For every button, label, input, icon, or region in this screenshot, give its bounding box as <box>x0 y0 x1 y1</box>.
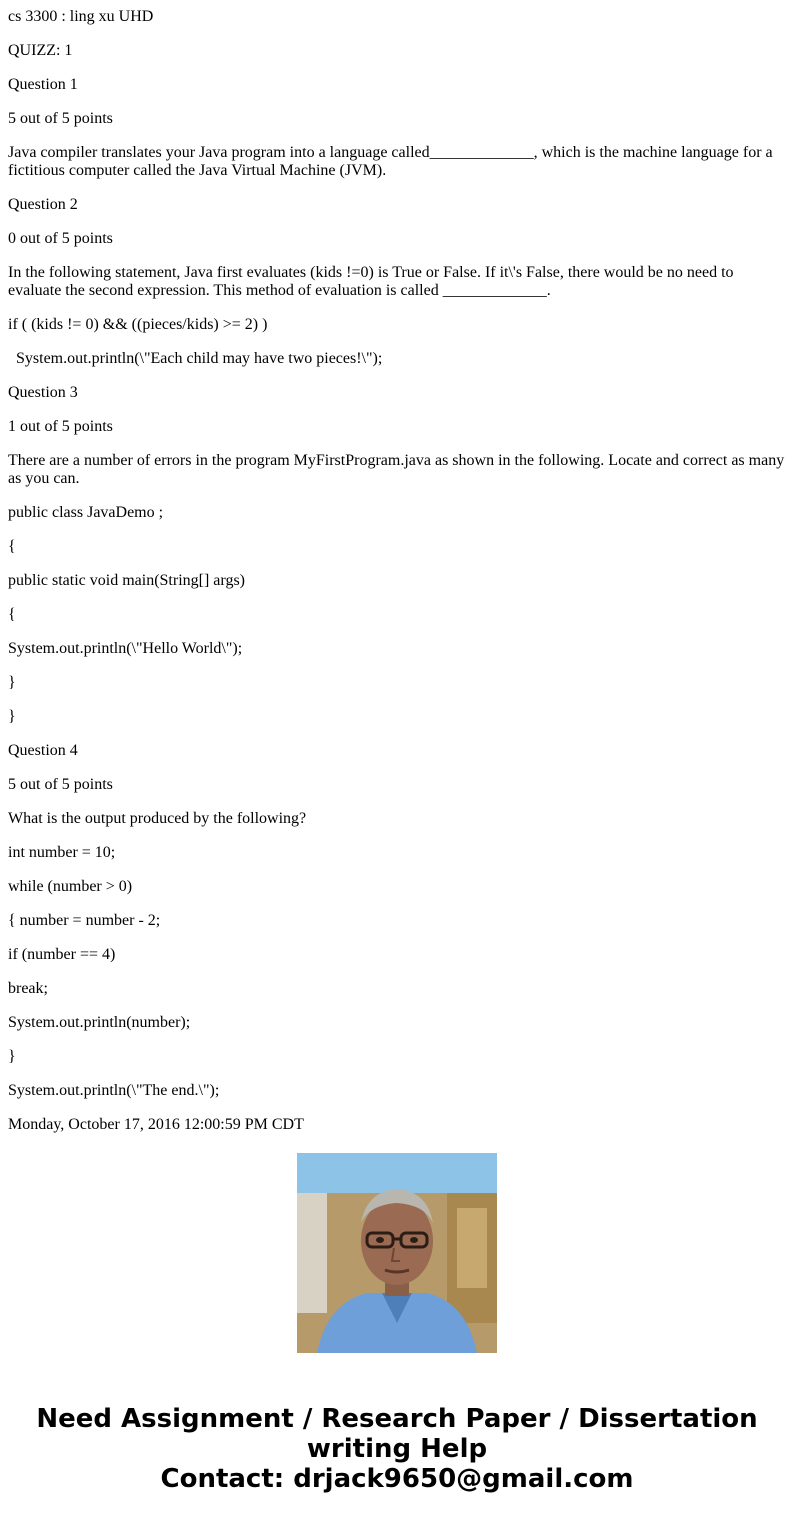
document-paragraph: { <box>8 538 16 555</box>
document-paragraph: public static void main(String[] args) <box>8 572 245 589</box>
document-paragraph: public class JavaDemo ; <box>8 504 164 521</box>
document-paragraph: if ( (kids != 0) && ((pieces/kids) >= 2) ) <box>8 316 268 333</box>
document-paragraph: System.out.println(\"Each child may have two pieces!\"); <box>8 350 383 367</box>
quiz-document <box>8 0 789 1133</box>
document-paragraph: 0 out of 5 points <box>8 230 113 247</box>
document-paragraph: In the following statement, Java first evaluates (kids !=0) is True or False. If it\'s False, there would be no need to evaluate the second expression. This method of evaluation is called _____________. <box>8 264 738 299</box>
document-paragraph: } <box>8 1048 16 1065</box>
document-paragraph: int number = 10; <box>8 844 116 861</box>
document-paragraph: break; <box>8 980 48 997</box>
document-paragraph: { number = number - 2; <box>8 912 161 929</box>
document-paragraph: Question 3 <box>8 384 78 401</box>
document-paragraph: if (number == 4) <box>8 946 116 963</box>
document-paragraph: System.out.println(\"The end.\"); <box>8 1082 220 1099</box>
document-paragraph: System.out.println(number); <box>8 1014 191 1031</box>
document-paragraph: while (number > 0) <box>8 878 133 895</box>
document-paragraph: cs 3300 : ling xu UHD <box>8 8 154 25</box>
document-paragraph: Monday, October 17, 2016 12:00:59 PM CDT <box>8 1116 304 1133</box>
document-paragraph: 5 out of 5 points <box>8 776 113 793</box>
document-paragraph: Question 4 <box>8 742 78 759</box>
document-paragraph: 5 out of 5 points <box>8 110 113 127</box>
document-paragraph: Question 1 <box>8 76 78 93</box>
document-paragraph: System.out.println(\"Hello World\"); <box>8 640 243 657</box>
document-paragraph: Java compiler translates your Java program into a language called_____________, which is the machine language for a fictitious computer called the Java Virtual Machine (JVM). <box>8 144 777 179</box>
promo-banner <box>0 1404 794 1494</box>
document-paragraph: } <box>8 708 16 725</box>
document-paragraph: What is the output produced by the following? <box>8 810 307 827</box>
document-paragraph: 1 out of 5 points <box>8 418 113 435</box>
promo-contact: Contact: drjack9650@gmail.com <box>160 1464 634 1494</box>
document-paragraph: QUIZZ: 1 <box>8 42 73 59</box>
promo-line-2: writing Help <box>306 1434 488 1464</box>
promo-line-1: Need Assignment / Research Paper / Dissertation <box>36 1404 758 1434</box>
document-paragraph: There are a number of errors in the program MyFirstProgram.java as shown in the following. Locate and correct as many as you can. <box>8 452 789 487</box>
author-avatar <box>297 1153 497 1353</box>
document-paragraph: } <box>8 674 16 691</box>
person-portrait-icon <box>297 1153 497 1353</box>
document-paragraph: Question 2 <box>8 196 78 213</box>
document-paragraph: { <box>8 606 16 623</box>
